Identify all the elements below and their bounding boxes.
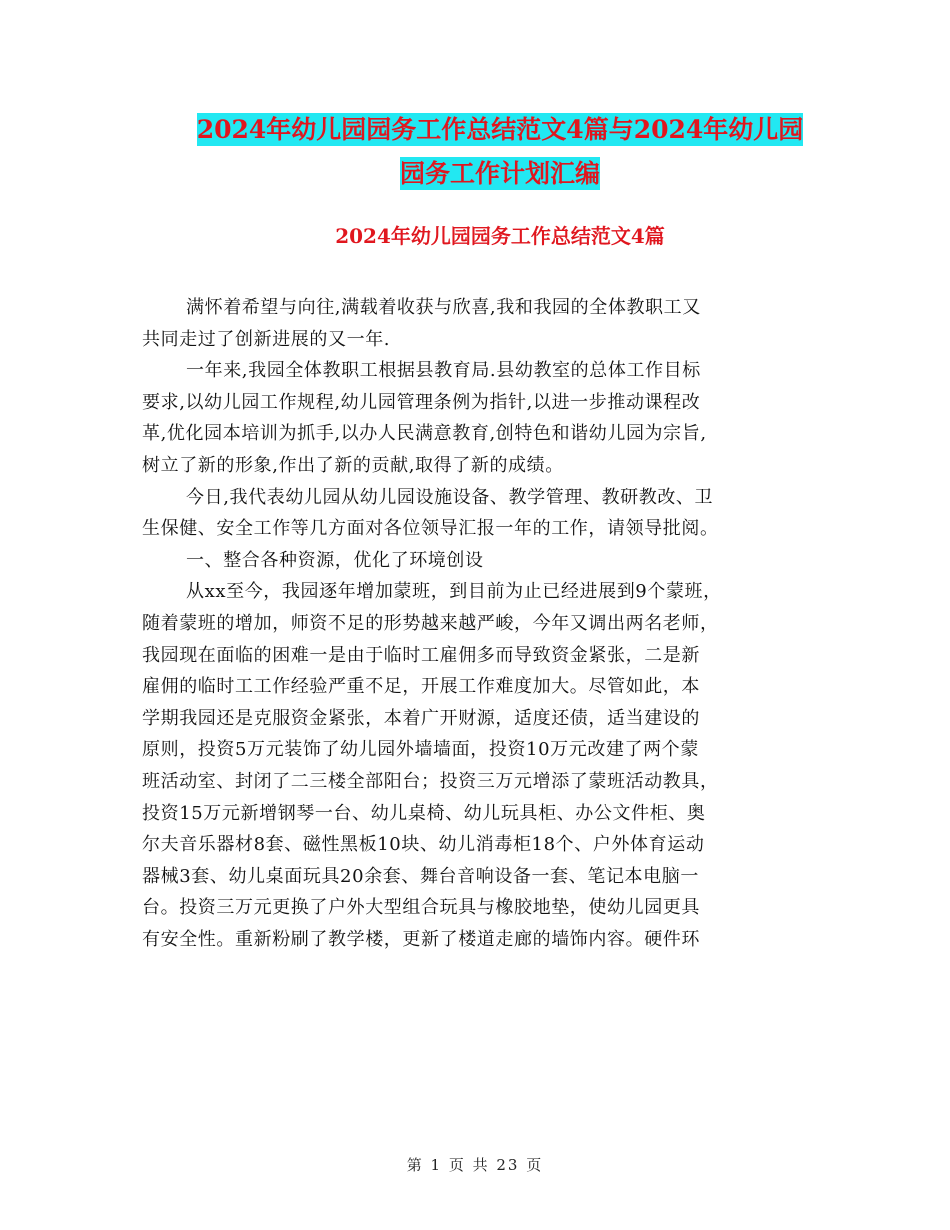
text-line: 随着蒙班的增加，师资不足的形势越来越严峻，今年又调出两名老师， [142, 612, 719, 634]
text-line: 树立了新的形象,作出了新的贡献,取得了新的成绩。 [142, 454, 564, 476]
paragraph [142, 355, 812, 481]
document-title [140, 108, 860, 196]
text-line: 生保健、安全工作等几方面对各位领导汇报一年的工作，请领导批阅。 [142, 518, 719, 540]
text-line: 台。投资三万元更换了户外大型组合玩具与橡胶地垫，使幼儿园更具 [142, 897, 700, 919]
text-line: 要求,以幼儿园工作规程,幼儿园管理条例为指针,以进一步推动课程改 [142, 391, 701, 413]
text-line: 有安全性。重新粉刷了教学楼，更新了楼道走廊的墙饰内容。硬件环 [142, 928, 700, 950]
text-line: 一年来,我园全体教职工根据县教育局.县幼教室的总体工作目标 [186, 360, 701, 382]
text-line: 一、整合各种资源，优化了环境创设 [186, 549, 484, 571]
text-line: 投资15万元新增钢琴一台、幼儿桌椅、幼儿玩具柜、办公文件柜、奥 [142, 802, 706, 824]
text-line: 雇佣的临时工工作经验严重不足，开展工作难度加大。尽管如此，本 [142, 676, 700, 698]
text-line: 班活动室、封闭了二三楼全部阳台；投资三万元增添了蒙班活动教具， [142, 770, 719, 792]
text-line: 尔夫音乐器材8套、磁性黑板10块、幼儿消毒柜18个、户外体育运动 [142, 834, 705, 856]
paragraph [142, 576, 812, 955]
section-title: 2024年幼儿园园务工作总结范文4篇 [335, 224, 665, 248]
text-line: 今日,我代表幼儿园从幼儿园设施设备、教学管理、教研教改、卫 [186, 486, 714, 508]
page-footer: 第 1 页 共 23 页 [406, 1156, 544, 1174]
text-line: 从xx至今，我园逐年增加蒙班，到目前为止已经进展到9个蒙班， [186, 581, 722, 603]
document-title-line-1: 2024年幼儿园园务工作总结范文4篇与2024年幼儿园 [196, 115, 804, 144]
text-line: 满怀着希望与向往,满载着收获与欣喜,我和我园的全体教职工又 [186, 297, 701, 318]
paragraph [142, 292, 812, 355]
heading-paragraph [142, 545, 812, 577]
text-line: 学期我园还是克服资金紧张，本着广开财源，适度还债，适当建设的 [142, 707, 700, 729]
document-body [142, 292, 812, 955]
text-line: 共同走过了创新进展的又一年. [142, 328, 391, 350]
text-line: 器械3套、幼儿桌面玩具20余套、舞台音响设备一套、笔记本电脑一 [142, 865, 699, 887]
paragraph [142, 482, 812, 545]
document-title-line-2: 园务工作计划汇编 [399, 159, 600, 188]
text-line: 革,优化园本培训为抓手,以办人民满意教育,创特色和谐幼儿园为宗旨, [142, 423, 707, 445]
text-line: 原则，投资5万元装饰了幼儿园外墙墙面，投资10万元改建了两个蒙 [142, 739, 699, 761]
text-line: 我园现在面临的困难一是由于临时工雇佣多而导致资金紧张，二是新 [142, 644, 700, 666]
